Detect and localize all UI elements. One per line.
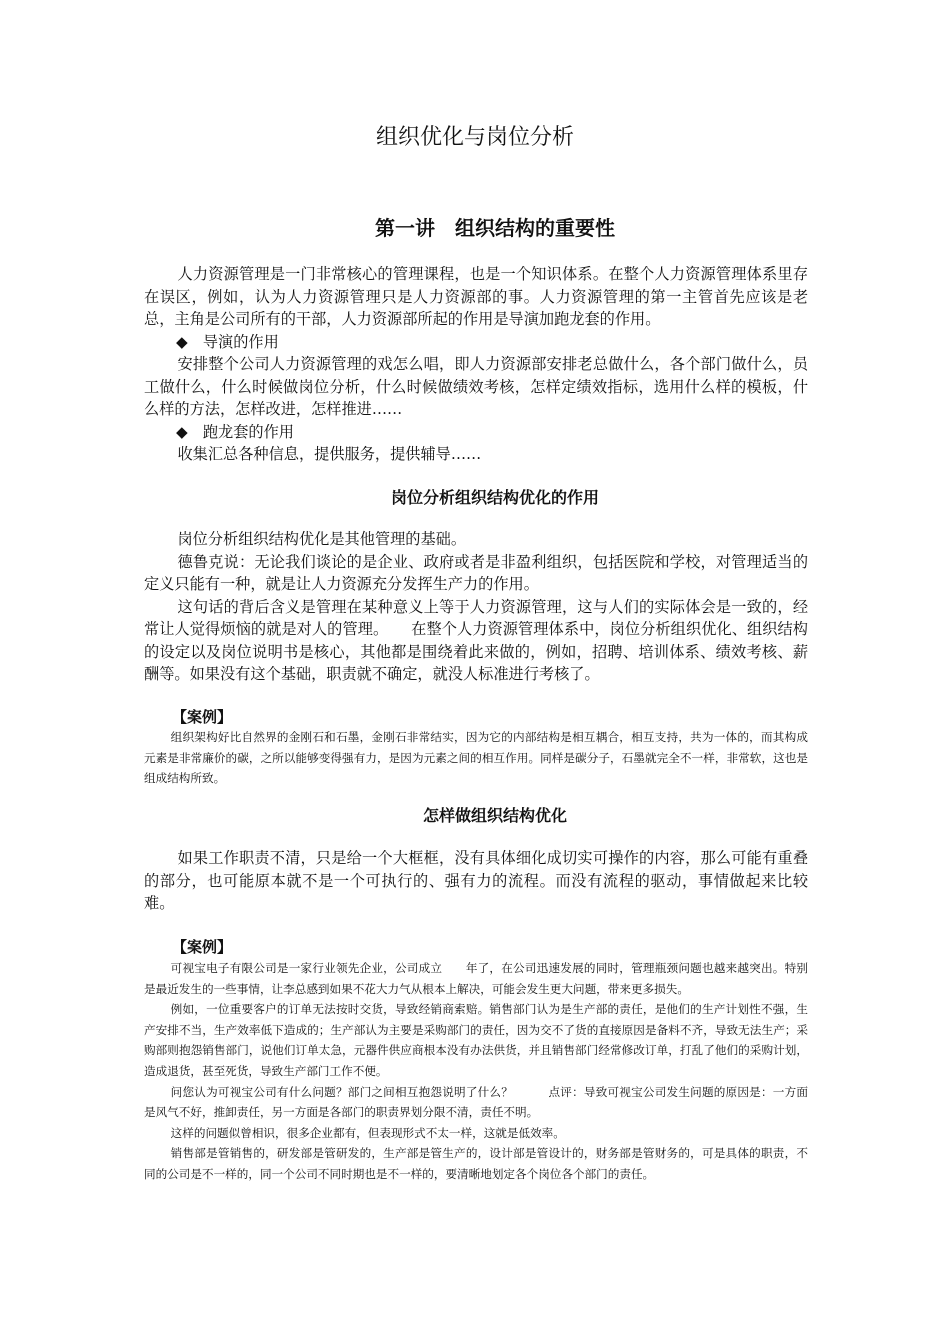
section1-paragraph-3: 这句话的背后含义是管理在某种意义上等于人力资源管理，这与人们的实际体会是一致的，经常让人觉得烦恼的就是对人的管理。 在整个人力资源管理体系中，岗位分析组织优化、组织结构的设定以及岗位说明书是核心，其他都是围绕着此来做的，例如，招聘、培训体系、绩效考核、薪酬等。如果没有这个基础，职责就不确定，就没人标准进行考核了。: [144, 597, 808, 683]
case2-label: 【案例】: [172, 938, 233, 956]
section2-title: 怎样做组织结构优化: [422, 806, 567, 825]
case1-block: [144, 727, 808, 789]
intro-paragraph: 人力资源管理是一门非常核心的管理课程，也是一个知识体系。在整个人力资源管理体系里存在误区，例如，认为人力资源管理只是人力资源部的事。人力资源管理的第一主管首先应该是老总，主角是公司所有的干部，人力资源部所起的作用是导演加跑龙套的作用。: [144, 265, 808, 328]
case2-paragraph-2: 例如，一位重要客户的订单无法按时交货，导致经销商索赔。销售部门认为是生产部的责任，是他们的生产计划性不强，生产安排不当，生产效率低下造成的；生产部认为主要是采购部门的责任，因为交不了货的直接原因是备料不齐，导致无法生产；采购部则抱怨销售部门，说他们订单太急，元器件供应商根本没有办法供货，并且销售部门经常修改订单，打乱了他们的采购计划，造成退货，甚至死货，导致生产部门工作不便。: [144, 1002, 808, 1078]
section2-block: [144, 847, 808, 915]
director-paragraph: 安排整个公司人力资源管理的戏怎么唱，即人力资源部安排老总做什么，各个部门做什么，员工做什么，什么时候做岗位分析，什么时候做绩效考核，怎样定绩效指标，选用什么样的模板，什么样的方法，怎样改进，怎样推进……: [144, 355, 808, 418]
intro-block: [144, 263, 808, 466]
section1-paragraph-1: 岗位分析组织结构优化是其他管理的基础。: [177, 530, 466, 548]
case2-paragraph-5: 销售部是管销售的，研发部是管研发的，生产部是管生产的，设计部是管设计的，财务部是管财务的，可是具体的职责，不同的公司是不一样的，同一个公司不同时期也是不一样的，要清晰地划定各个岗位各个部门的责任。: [144, 1146, 808, 1181]
support-paragraph: 收集汇总各种信息，提供服务，提供辅导……: [177, 445, 482, 463]
document-title: 组织优化与岗位分析: [375, 125, 574, 150]
bullet-director: ◆ 导演的作用: [176, 332, 279, 351]
case2-paragraph-1: 可视宝电子有限公司是一家行业领先企业，公司成立 年了，在公司迅速发展的同时，管理瓶颈问题也越来越突出。特别是最近发生的一些事情，让李总感到如果不花大力气从根本上解决，可能会发生更大问题，带来更多损失。: [144, 961, 808, 996]
section1-title: 岗位分析组织结构优化的作用: [390, 488, 599, 507]
bullet-support: ◆ 跑龙套的作用: [176, 422, 294, 441]
section1-block: [144, 528, 808, 686]
section2-paragraph-1: 如果工作职责不清，只是给一个大框框，没有具体细化成切实可操作的内容，那么可能有重叠的部分，也可能原本就不是一个可执行的、强有力的流程。而没有流程的驱动，事情做起来比较难。: [144, 849, 808, 912]
case1-text: 组织架构好比自然界的金刚石和石墨，金刚石非常结实，因为它的内部结构是相互耦合，相互支持，共为一体的，而其构成元素是非常廉价的碳，之所以能够变得强有力，是因为元素之间的相互作用。同样是碳分子，石墨就完全不一样，非常软，这也是组成结构所致。: [144, 730, 808, 786]
case1-label: 【案例】: [172, 708, 233, 726]
case2-block: [144, 958, 808, 1185]
case2-paragraph-3: 问您认为可视宝公司有什么问题？部门之间相互抱怨说明了什么？ 点评：导致可视宝公司发生问题的原因是：一方面是风气不好，推卸责任，另一方面是各部门的职责界划分限不清，责任不明。: [144, 1084, 808, 1120]
lecture-title: 第一讲 组织结构的重要性: [375, 216, 615, 240]
case2-paragraph-4: 这样的问题似曾相识，很多企业都有，但表现形式不太一样，这就是低效率。: [170, 1125, 565, 1140]
section1-paragraph-2: 德鲁克说：无论我们谈论的是企业、政府或者是非盈利组织，包括医院和学校，对管理适当的定义只能有一种，就是让人力资源充分发挥生产力的作用。: [144, 552, 808, 593]
